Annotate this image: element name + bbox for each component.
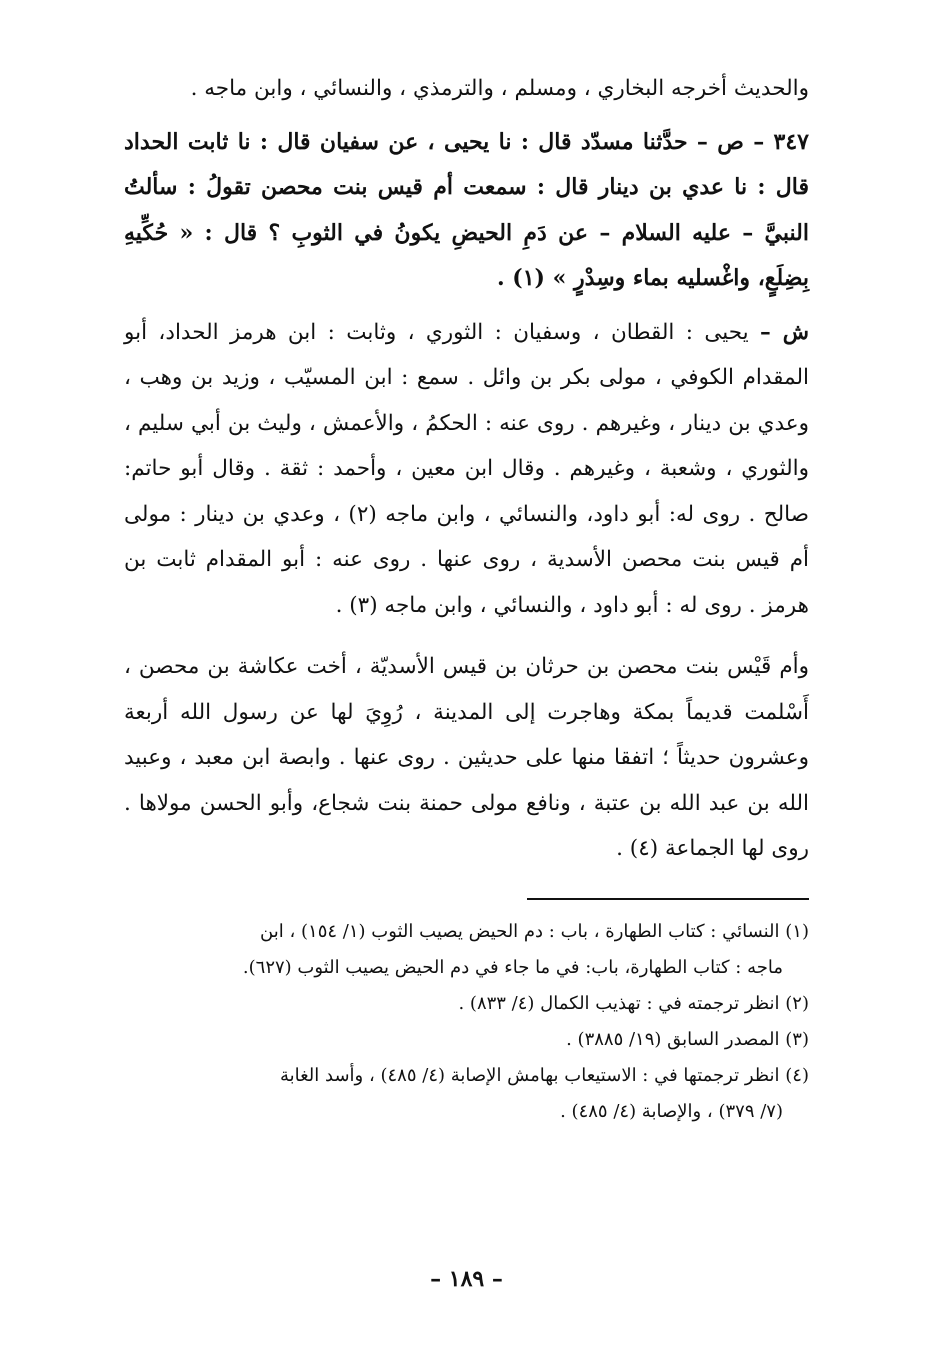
sharh-marker: ش – <box>759 319 809 345</box>
footnote-2: (٢) انظر ترجمته في : تهذيب الكمال (٤/ ٨٣٣) . <box>458 992 809 1014</box>
sharh-text: يحيى : القطان ، وسفيان : الثوري ، وثابت : ابن هرمز الحداد، أبو المقدام الكوفي ، مولى بكر بن وائل . سمع : ابن المسيّب ، وزيد بن وهب ، وعدي بن دينار ، وغيرهم . روى عنه : الحكمُ ، والأعمش ، وليث بن أبي سليم ، والثوري ، وشعبة ، وغيرهم . وقال ابن معين ، وأحمد : ثقة . وقال أبو حاتم: صالح . روى له: أبو داود، والنسائي ، وابن ماجه (٢) ، وعدي بن دينار : مولى أم قيس بنت محصن الأسدية ، روى عنها . روى عنه : أبو المقدام ثابت بن هرمز . روى له : أبو داود ، والنسائي ، وابن ماجه (٣) . <box>124 319 809 618</box>
paragraph-sharh <box>124 310 809 629</box>
footnote-1-line-1: (١) النسائي : كتاب الطهارة ، باب : دم الحيض يصيب الثوب (١/ ١٥٤) ، ابن <box>260 920 809 942</box>
paragraph-umm-qays-bio: وأم قَيْس بنت محصن بن حرثان بن قيس الأسديّة ، أخت عكاشة بن محصن ، أَسْلمت قديماً بمكة وهاجرت إلى المدينة ، رُوِيَ لها عن رسول الله أربعة وعشرون حديثاً ؛ اتفقا منها على حديثين . روى عنها . وابصة ابن معبد ، وعبيد الله بن عبد الله بن عتبة ، ونافع مولى حمنة بنت شجاع، وأبو الحسن مولاها . روى لها الجماعة (٤) . <box>124 654 809 861</box>
footnote-4-line-1: (٤) انظر ترجمتها في : الاستيعاب بهامش الإصابة (٤/ ٤٨٥) ، وأسد الغابة <box>279 1064 809 1086</box>
page-number: – ١٨٩ – <box>430 1266 503 1292</box>
footnote-4-line-2: (٧/ ٣٧٩) ، والإصابة (٤/ ٤٨٥) . <box>560 1100 783 1122</box>
paragraph-hadith-347: ٣٤٧ – ص – حدَّثنا مسدّد قال : نا يحيى ، عن سفيان قال : نا ثابت الحداد قال : نا عدي بن دينار قال : سمعت أم قيس بنت محصن تقولُ : سألتُ النبيَّ – عليه السلام – عن دَمِ الحيضِ يكونُ في الثوبِ ؟ قال : « حُكِّيهِ بِضِلَعٍ، واغْسليه بماء وسِدْرٍ » (١) . <box>124 128 809 291</box>
footnote-divider <box>527 898 809 900</box>
footnote-3: (٣) المصدر السابق (١٩/ ٣٨٨٥) . <box>566 1028 809 1050</box>
paragraph-hadith-sources: والحديث أخرجه البخاري ، ومسلم ، والترمذي ، والنسائي ، وابن ماجه . <box>190 76 809 101</box>
footnote-1-line-2: ماجه : كتاب الطهارة، باب: في ما جاء في دم الحيض يصيب الثوب (٦٢٧). <box>242 956 783 978</box>
